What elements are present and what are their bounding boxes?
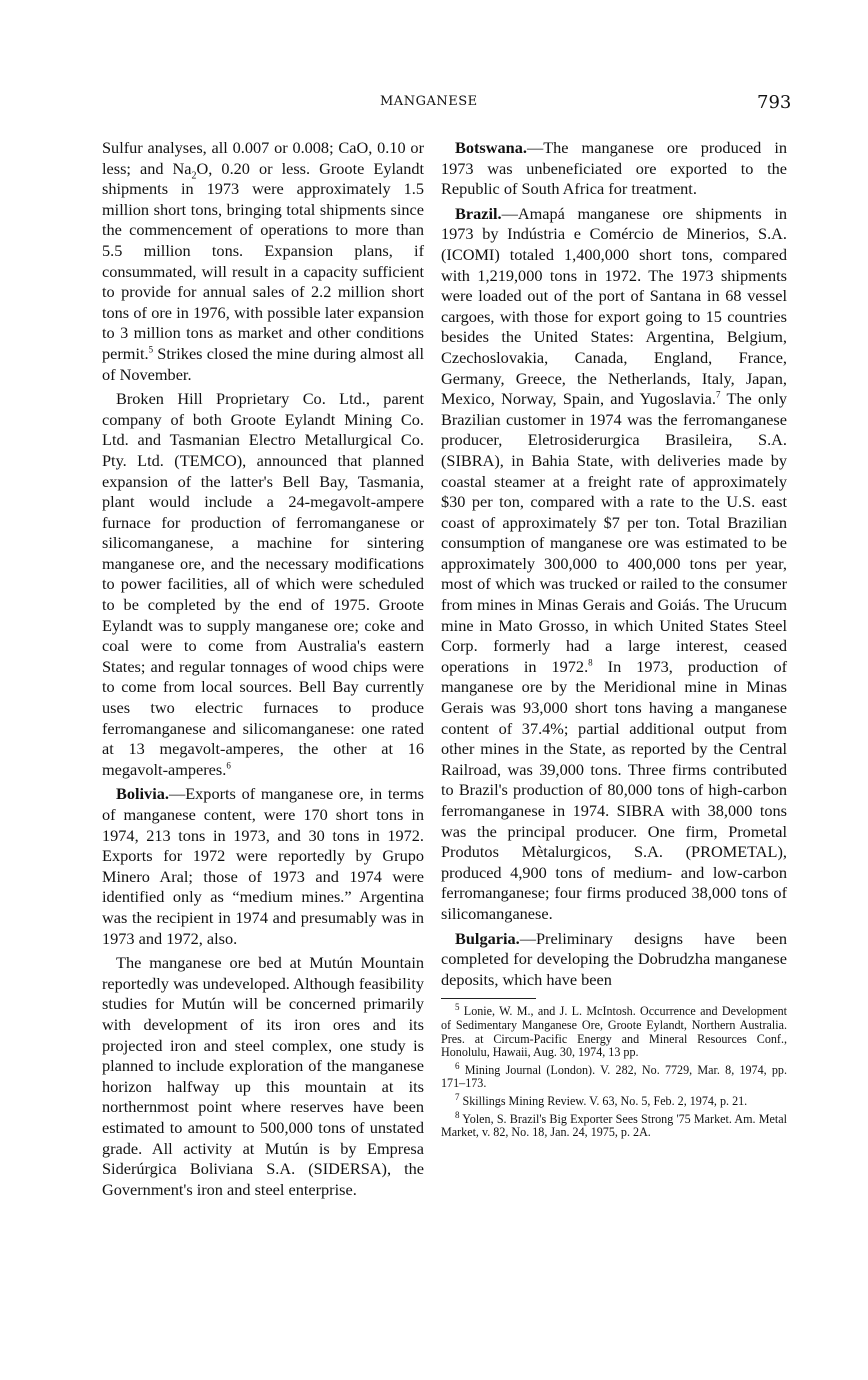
footnote: $^5$ Lonie, W. M., and J. L. McIntosh. Occurrence and Development of Sedimentary Manganese Ore, Groote Eylandt, Northern Australia. Pres. at Circum-Pacific Energy and Mineral Resources Conf., Honolulu, Hawaii, Aug. 30, 1974, 13 pp.	[441, 1002, 787, 1060]
section-heading-bolivia: Bolivia.	[116, 784, 169, 804]
footnote-ref: 7	[715, 389, 721, 400]
paragraph-broken-hill: Broken Hill Proprietary Co. Ltd., parent company of both Groote Eylandt Mining Co. Ltd. and Tasmanian Electro Metallurgical Co. Pty. Ltd. (TEMCO), announced that planned expansion of the latter's Bell Bay, Tasmania, plant would include a 24-megavolt-ampere furnace for production of ferromanganese or silicomanganese, a machine for sintering manganese ore, and the necessary modifications to power facilities, all of which were scheduled to be completed by the end of 1975. Groote Eylandt was to supply manganese ore; coke and coal were to come from Australia's eastern States; and regular tonnages of wood chips were to come from local sources. Bell Bay currently uses two electric furnaces to produce ferromanganese and silicomanganese: one rated at 13 megavolt-amperes, the other at 16 megavolt-amperes.$^6$	[102, 389, 424, 779]
footnote-ref: 6	[226, 760, 231, 771]
paragraph-bulgaria: Bulgaria.—Preliminary designs have been completed for developing the Dobrudzha manganese deposits, which have been	[441, 928, 787, 989]
footnote-ref: 8	[588, 657, 593, 668]
footnote: $^6$ Mining Journal (London). V. 282, No. 7729, Mar. 8, 1974, pp. 171–173.	[441, 1060, 787, 1091]
footnote-divider	[441, 998, 536, 999]
footnotes	[441, 1002, 787, 1140]
paragraph-mutun: The manganese ore bed at Mutún Mountain reportedly was undeveloped. Although feasibility studies for Mutún will be concerned primarily with development of its iron ores and its projected iron and steel complex, one study is planned to include exploration of the manganese horizon halfway up this mountain at its northernmost point where reserves have been estimated to amount to 500,000 tons of unstated grade. All activity at Mutún is by Empresa Siderúrgica Boliviana S.A. (SIDERSA), the Government's iron and steel enterprise.	[102, 953, 424, 1199]
running-head: MANGANESE	[380, 94, 478, 109]
footnote-ref: 5	[148, 344, 154, 355]
left-column	[102, 138, 424, 1204]
section-heading-botswana: Botswana.	[455, 138, 527, 157]
right-column	[441, 138, 787, 1144]
paragraph-bolivia: Bolivia.—Exports of manganese ore, in terms of manganese content, were 170 short tons in 1974, 213 tons in 1973, and 30 tons in 1972. Exports for 1972 were reportedly by Grupo Minero Aral; those of 1973 and 1974 were identified only as “medium mines.” Argentina was the recipient in 1974 and presumably was in 1973 and 1972, also.	[102, 784, 424, 948]
page-header	[0, 92, 868, 116]
page-number: 793	[757, 92, 792, 113]
section-heading-bulgaria: Bulgaria.	[455, 928, 520, 948]
section-heading-brazil: Brazil.	[455, 203, 502, 223]
footnote: $^8$ Yolen, S. Brazil's Big Exporter Sees Strong '75 Market. Am. Metal Market, v. 82, No. 18, Jan. 24, 1975, p. 2A.	[441, 1109, 787, 1140]
footnote: $^7$ Skillings Mining Review. V. 63, No. 5, Feb. 2, 1974, p. 21.	[455, 1091, 748, 1108]
paragraph-botswana: Botswana.—The manganese ore produced in 1973 was unbeneficiated ore exported to the Republic of South Africa for treatment.	[441, 138, 787, 199]
paragraph-groote-eylandt: Sulfur analyses, all 0.007 or 0.008; CaO, 0.10 or less; and $Na_2O$, 0.20 or less. Groote Eylandt shipments in 1973 were approximately 1.5 million short tons, bringing total shipments since the commencement of operations to more than 5.5 million tons. Expansion plans, if consummated, will result in a capacity sufficient to provide for annual sales of 2.2 million short tons of ore in 1976, with possible later expansion to 3 million tons as market and other conditions permit.$^5$ Strikes closed the mine during almost all of November.	[102, 138, 425, 384]
paragraph-brazil: Brazil.—Amapá manganese ore shipments in 1973 by Indústria e Comércio de Minerios, S.A. (ICOMI) totaled 1,400,000 short tons, compared with 1,219,000 tons in 1972. The 1973 shipments were loaded out of the port of Santana in 68 vessel cargoes, with those for export going to 15 countries besides the United States: Argentina, Belgium, Czechoslovakia, Canada, England, France, Germany, Greece, the Netherlands, Italy, Japan, Mexico, Norway, Spain, and Yugoslavia.$^7$ The only Brazilian customer in 1974 was the ferromanganese producer, Eletrosiderurgica Brasileira, S.A. (SIBRA), in Bahia State, with deliveries made by coastal steamer at a freight rate of approximately $30 per ton, compared with a rate to the U.S. east coast of approximately $7 per ton. Total Brazilian consumption of manganese ore was estimated to be approximately 300,000 to 400,000 tons per year, most of which was trucked or railed to the consumer from mines in Minas Gerais and Goiás. The Urucum mine in Mato Grosso, in which United States Steel Corp. formerly had a large interest, ceased operations in 1972.$^8$ In 1973, production of manganese ore by the Meridional mine in Minas Gerais was 93,000 short tons having a manganese content of 37.4%; partial additional output from other mines in the State, as reported by the Central Railroad, was 39,000 tons. Three firms contributed to Brazil's production of 80,000 tons of high-carbon ferromanganese in 1974. SIBRA with 38,000 tons was the principal producer. One firm, Prometal Produtos Mètalurgicos, S.A. (PROMETAL), produced 4,900 tons of medium- and low-carbon ferromanganese; four firms produced 38,000 tons of silicomanganese.	[441, 203, 788, 923]
